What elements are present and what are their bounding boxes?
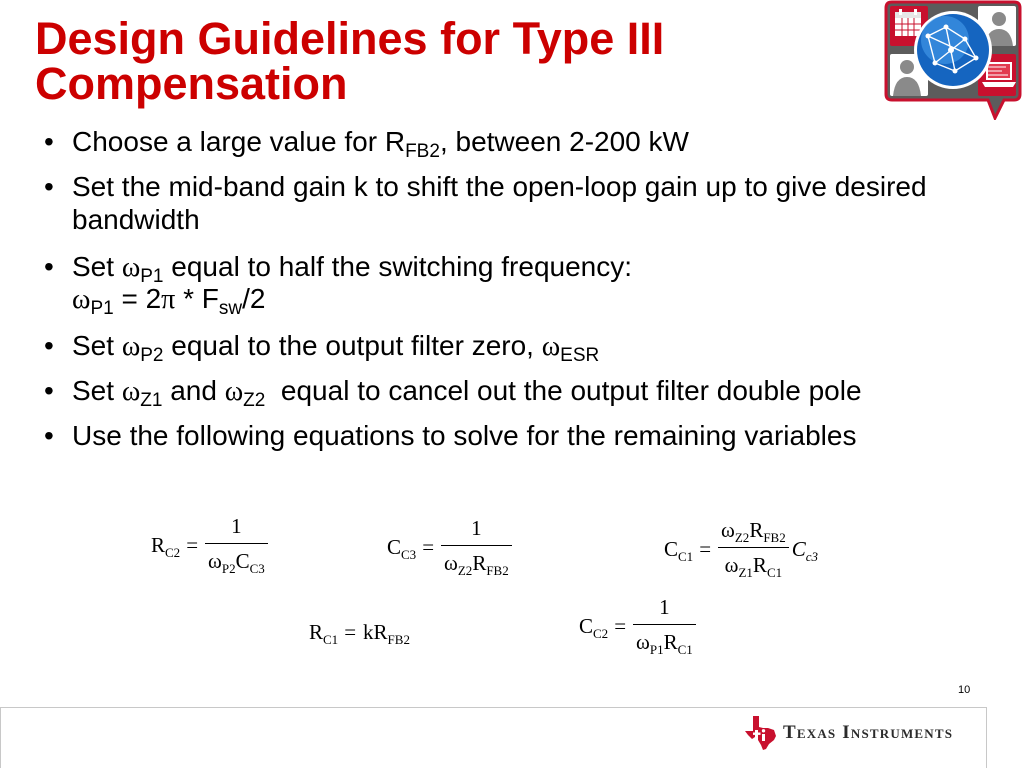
bullet-marker: •: [44, 126, 54, 157]
bullet-marker: •: [44, 251, 54, 282]
eq-subscript: Z2: [457, 563, 473, 578]
eq-subscript: C1: [766, 565, 783, 580]
fraction: [441, 517, 512, 576]
eq-symbol: ω: [208, 549, 222, 573]
eq-subscript: C1: [678, 548, 694, 564]
bullet-marker: •: [44, 375, 54, 406]
text-run: Set: [72, 330, 122, 361]
equation-cc1: [664, 519, 818, 578]
equals-sign: =: [614, 613, 627, 638]
greek-symbol: ω: [541, 331, 561, 362]
text-run: Set: [72, 375, 122, 406]
subscript: P1: [140, 266, 164, 287]
eq-symbol: ω: [721, 518, 735, 542]
greek-symbol: ω: [224, 376, 244, 407]
fraction-numerator: [441, 517, 512, 545]
subscript: ESR: [560, 345, 600, 366]
fraction: [633, 596, 696, 655]
title-line: Compensation: [35, 58, 348, 109]
text-run: /2: [242, 283, 266, 314]
text-run: Choose a large value for R: [72, 126, 406, 157]
text-run: equal to the output filter zero,: [163, 330, 542, 361]
eq-symbol: 1: [231, 514, 242, 538]
text-run: Set: [72, 251, 122, 282]
eq-symbol: R: [309, 620, 324, 644]
equation-cc2: [579, 596, 696, 655]
eq-lhs: [151, 532, 181, 560]
greek-symbol: ω: [121, 252, 141, 283]
subscript: P2: [140, 345, 164, 366]
greek-symbol: ω: [72, 284, 91, 315]
equation-rc2: [151, 515, 268, 574]
bullet-wp1-formula: [0, 282, 1000, 319]
eq-lhs: [387, 534, 417, 562]
bullet-marker: •: [44, 330, 54, 361]
bullet-text: [72, 250, 632, 285]
eq-lhs: [309, 620, 339, 647]
globe-icon: [914, 11, 992, 89]
text-run: Set the mid-band gain k to shift the open-loop gain up to give desired: [72, 171, 927, 202]
eq-lhs: [579, 613, 609, 641]
eq-symbol: R: [663, 630, 678, 654]
eq-symbol: C: [664, 536, 679, 561]
eq-subscript: FB2: [387, 632, 410, 647]
greek-symbol: ω: [121, 376, 141, 407]
brand-wordmark: Texas Instruments: [783, 722, 954, 743]
text-run: bandwidth: [72, 204, 200, 235]
eq-subscript: C3: [401, 546, 417, 562]
bullet-text: [72, 170, 927, 204]
bullet-choose-rfb2: [0, 125, 1000, 162]
bullet-wz-double-pole: [0, 374, 1000, 411]
eq-symbol: kR: [363, 620, 388, 644]
bullet-text: [72, 419, 856, 453]
bullet-wp1-half-fsw: [0, 250, 1000, 287]
greek-symbol: π: [161, 284, 176, 315]
fraction-numerator: [718, 519, 789, 547]
bullet-text: [72, 374, 862, 409]
bullet-marker: •: [44, 171, 54, 202]
eq-symbol: C: [791, 536, 806, 561]
title-line: Design Guidelines for Type III: [35, 13, 665, 64]
eq-rhs: [363, 620, 410, 647]
fraction-denominator: [718, 547, 789, 578]
text-run: , between 2-200 kW: [439, 126, 689, 157]
text-run: and: [162, 375, 225, 406]
eq-subscript: Z2: [734, 530, 750, 545]
eq-symbol: C: [387, 534, 402, 559]
fraction-numerator: [633, 596, 696, 624]
text-run: equal to cancel out the output filter double pole: [265, 375, 862, 406]
ti-logo-icon: [745, 716, 777, 750]
equation-rc1: [309, 620, 410, 647]
equals-sign: =: [344, 620, 357, 644]
text-run: Use the following equations to solve for the remaining variables: [72, 420, 857, 451]
subscript: sw: [218, 298, 243, 319]
page-number: 10: [958, 684, 971, 696]
eq-symbol: ω: [724, 553, 739, 577]
webcast-logo-icon: [884, 0, 1022, 120]
eq-subscript: P2: [221, 561, 236, 576]
eq-symbol: C: [235, 549, 250, 573]
bullet-midband-gain: [0, 170, 1000, 204]
eq-symbol: 1: [659, 595, 670, 619]
eq-symbol: R: [749, 518, 764, 542]
bullet-midband-gain-continued: [0, 203, 1000, 237]
bullet-text: [72, 329, 599, 364]
eq-symbol: 1: [471, 516, 482, 540]
eq-symbol: R: [151, 532, 166, 557]
equals-sign: =: [699, 536, 712, 561]
eq-subscript: FB2: [486, 563, 509, 578]
bullet-marker: •: [44, 420, 54, 451]
text-run: equal to half the switching frequency:: [163, 251, 633, 282]
subscript: Z2: [243, 390, 266, 411]
fraction-denominator: [205, 543, 268, 574]
equals-sign: =: [186, 532, 199, 557]
text-run: * F: [175, 283, 219, 314]
eq-symbol: R: [752, 553, 767, 577]
eq-subscript: C2: [165, 544, 181, 560]
eq-subscript: C2: [593, 625, 609, 641]
fraction: [205, 515, 268, 574]
eq-subscript: c3: [805, 548, 819, 564]
bullet-use-equations: [0, 419, 1000, 453]
eq-subscript: FB2: [763, 530, 786, 545]
fraction-numerator: [205, 515, 268, 543]
eq-symbol: ω: [444, 551, 458, 575]
fraction-denominator: [441, 545, 512, 576]
eq-factor: [791, 536, 819, 564]
fraction-denominator: [633, 624, 696, 655]
eq-subscript: C1: [323, 632, 339, 647]
bullet-text: [72, 203, 200, 237]
eq-subscript: C3: [249, 561, 265, 576]
subscript: Z1: [140, 390, 163, 411]
subscript: FB2: [405, 141, 440, 162]
equation-cc3: [387, 517, 512, 576]
slide-title: [35, 13, 665, 109]
eq-subscript: Z1: [738, 565, 753, 580]
bullet-text: [72, 125, 689, 162]
eq-lhs: [664, 536, 694, 564]
text-run: = 2: [113, 283, 162, 314]
eq-subscript: P1: [649, 642, 664, 657]
bullet-text: [72, 282, 265, 317]
eq-subscript: C1: [677, 642, 693, 657]
greek-symbol: ω: [121, 331, 141, 362]
fraction: [718, 519, 789, 578]
bullet-wp2-esr: [0, 329, 1000, 366]
eq-symbol: R: [472, 551, 487, 575]
eq-symbol: ω: [636, 630, 650, 654]
eq-symbol: C: [579, 613, 594, 638]
equals-sign: =: [422, 534, 435, 559]
subscript: P1: [90, 298, 114, 319]
